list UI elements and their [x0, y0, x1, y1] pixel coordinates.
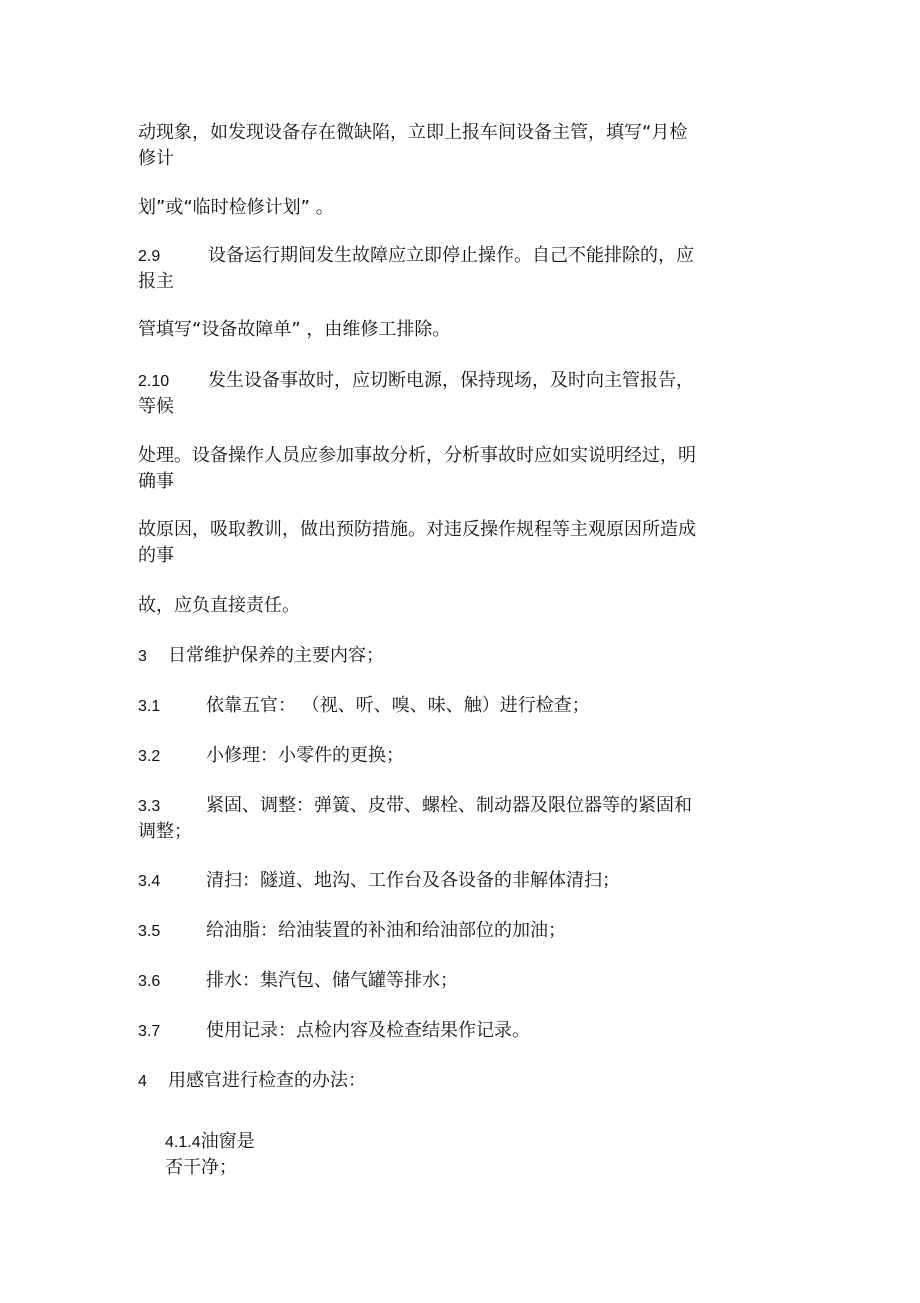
clause-3-1: 3.1 依靠五官： （视、听、嗅、味、触）进行检查；: [138, 693, 738, 720]
section-3-heading: 3 日常维护保养的主要内容；: [138, 643, 738, 670]
clause-3-3: 3.3 紧固、调整：弹簧、皮带、螺栓、制动器及限位器等的紧固和: [138, 793, 738, 820]
clause-number: 3.1: [138, 698, 161, 715]
text-line: 等候: [138, 396, 174, 417]
clause-number: 2.9: [138, 248, 161, 265]
text-line: 处理。设备操作人员应参加事故分析，分析事故时应如实说明经过，明: [138, 445, 696, 466]
text-line: 动现象，如发现设备存在微缺陷，立即上报车间设备主管，填写“月检: [138, 122, 688, 143]
text-line: 修计: [138, 148, 174, 169]
sub-item-4-1-4: [165, 1130, 255, 1155]
clause-3-2: 3.2 小修理：小零件的更换；: [138, 743, 738, 770]
section-number: 4: [138, 1073, 147, 1090]
clause-number: 3.7: [138, 1023, 161, 1040]
text-line: 的事: [138, 545, 174, 566]
text-line: 故，应负直接责任。: [138, 595, 300, 616]
sub-item-text: 油窗是: [200, 1131, 255, 1152]
clause-number: 2.10: [138, 373, 170, 390]
sub-item-4-1-4-continued: [165, 1156, 237, 1180]
text-line: 报主: [138, 271, 174, 292]
clause-3-6: 3.6 排水：集汽包、储气罐等排水；: [138, 968, 738, 995]
clause-2-10: 2.10 发生设备事故时，应切断电源，保持现场，及时向主管报告，: [138, 368, 738, 395]
section-4-heading: 4 用感官进行检查的办法：: [138, 1068, 738, 1095]
clause-number: 3.5: [138, 923, 161, 940]
text-line: 划”或“临时检修计划” 。: [138, 197, 334, 218]
clause-3-5: 3.5 给油脂：给油装置的补油和给油部位的加油；: [138, 918, 738, 945]
text-line: 确事: [138, 471, 174, 492]
sub-item-text: 否干净；: [165, 1157, 237, 1178]
clause-number: 3.6: [138, 973, 161, 990]
section-number: 3: [138, 648, 147, 665]
text-line: 故原因，吸取教训，做出预防措施。对违反操作规程等主观原因所造成: [138, 519, 696, 540]
clause-number: 3.4: [138, 873, 161, 890]
clause-3-4: 3.4 清扫：隧道、地沟、工作台及各设备的非解体清扫；: [138, 868, 738, 895]
clause-number: 3.3: [138, 798, 161, 815]
text-line: 调整；: [138, 821, 192, 842]
text-line: 管填写“设备故障单” ，由维修工排除。: [138, 319, 451, 340]
clause-3-7: 3.7 使用记录：点检内容及检查结果作记录。: [138, 1018, 738, 1045]
clause-number: 3.2: [138, 748, 161, 765]
sub-item-number: 4.1.4: [165, 1134, 201, 1151]
clause-2-9: 2.9 设备运行期间发生故障应立即停止操作。自己不能排除的，应: [138, 243, 738, 270]
